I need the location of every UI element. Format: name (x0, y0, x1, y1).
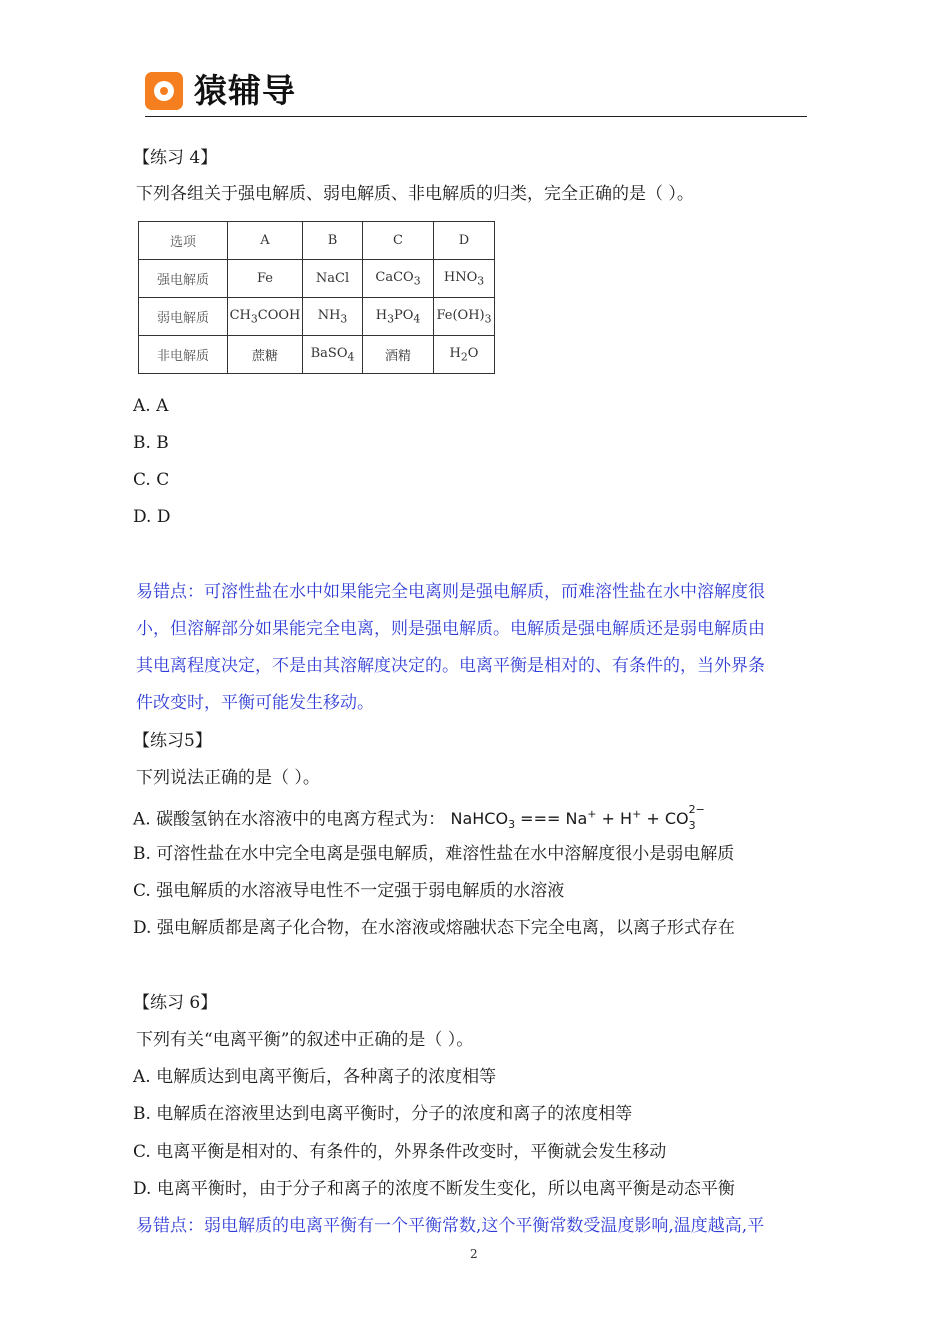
exercise-6-option-a: A. 电解质达到电离平衡后，各种离子的浓度相等 (133, 1067, 497, 1087)
exercise-4-question: 下列各组关于强电解质、弱电解质、非电解质的归类，完全正确的是（ ）。 (136, 184, 694, 204)
table-cell: $CH_3COOH$ (228, 298, 303, 336)
table-header-cell: A (228, 222, 303, 260)
tip-1-line: 其电离程度决定，不是由其溶解度决定的。电离平衡是相对的、有条件的，当外界条 (136, 656, 765, 676)
exercise-5-option-d: D. 强电解质都是离子化合物，在水溶液或熔融状态下完全电离，以离子形式存在 (133, 918, 735, 938)
exercise-4-title: 【练习 4】 (133, 148, 218, 168)
row-label: 弱电解质 (139, 298, 228, 336)
table-cell: CaCO$_3$ (363, 260, 434, 298)
table-header-cell: D (434, 222, 495, 260)
table-row (139, 336, 495, 374)
exercise-4-option-c: C. C (133, 470, 170, 490)
row-label: 非电解质 (139, 336, 228, 374)
table-cell: $H_3PO_4$ (363, 298, 434, 336)
exercise-5-option-c: C. 强电解质的水溶液导电性不一定强于弱电解质的水溶液 (133, 881, 565, 901)
table-row (139, 260, 495, 298)
table-cell: 蔗糖 (228, 336, 303, 374)
exercise-6-option-b: B. 电解质在溶液里达到电离平衡时，分子的浓度和离子的浓度相等 (133, 1104, 633, 1124)
electrolyte-classification-table (138, 221, 495, 374)
exercise-6-option-c: C. 电离平衡是相对的、有条件的，外界条件改变时，平衡就会发生移动 (133, 1142, 667, 1162)
table-cell: Fe (228, 260, 303, 298)
tip-2-line: 易错点：弱电解质的电离平衡有一个平衡常数,这个平衡常数受温度影响,温度越高,平 (136, 1216, 765, 1236)
brand-name: 猿辅导 (194, 71, 296, 110)
table-cell: $NH_3$ (303, 298, 363, 336)
exercise-6-title: 【练习 6】 (133, 993, 218, 1013)
row-label: 强电解质 (139, 260, 228, 298)
table-header-cell: B (303, 222, 363, 260)
exercise-4-option-d: D. D (133, 507, 171, 527)
table-cell: 酒精 (363, 336, 434, 374)
table-cell: $HNO_3$ (434, 260, 495, 298)
exercise-5-option-a (133, 804, 711, 837)
table-header-row (139, 222, 495, 260)
tip-1-line: 小，但溶解部分如果能完全电离，则是强电解质。电解质是强电解质还是弱电解质由 (136, 619, 765, 639)
exercise-5-question: 下列说法正确的是（ ）。 (136, 768, 320, 788)
tip-1-line: 件改变时，平衡可能发生移动。 (136, 693, 374, 713)
table-cell: NaCl (303, 260, 363, 298)
exercise-5-option-b: B. 可溶性盐在水中完全电离是强电解质，难溶性盐在水中溶解度很小是弱电解质 (133, 844, 735, 864)
tip-1-line: 易错点：可溶性盐在水中如果能完全电离则是强电解质，而难溶性盐在水中溶解度很 (136, 582, 765, 602)
table-cell: $Fe(OH)_3$ (434, 298, 495, 336)
header-divider (145, 116, 807, 117)
table-row (139, 298, 495, 336)
table-cell: $H_2O$ (434, 336, 495, 374)
exercise-4-option-a: A. A (133, 396, 169, 416)
ionization-equation: NaHCO$_3$ === Na+ + H+ + CO 2− 3 (450, 803, 705, 833)
yuanfudao-logo-icon (145, 72, 183, 110)
page-number: 2 (470, 1247, 478, 1261)
exercise-5-title: 【练习5】 (133, 731, 212, 751)
exercise-6-option-d: D. 电离平衡时，由于分子和离子的浓度不断发生变化，所以电离平衡是动态平衡 (133, 1179, 735, 1199)
table-header-cell: C (363, 222, 434, 260)
exercise-6-question: 下列有关“电离平衡”的叙述中正确的是（ ）。 (136, 1030, 474, 1050)
table-header-cell: 选项 (139, 222, 228, 260)
exercise-4-option-b: B. B (133, 433, 169, 453)
table-cell: BaSO$_4$ (303, 336, 363, 374)
option-a-text: A. 碳酸氢钠在水溶液中的电离方程式为： (133, 809, 446, 830)
